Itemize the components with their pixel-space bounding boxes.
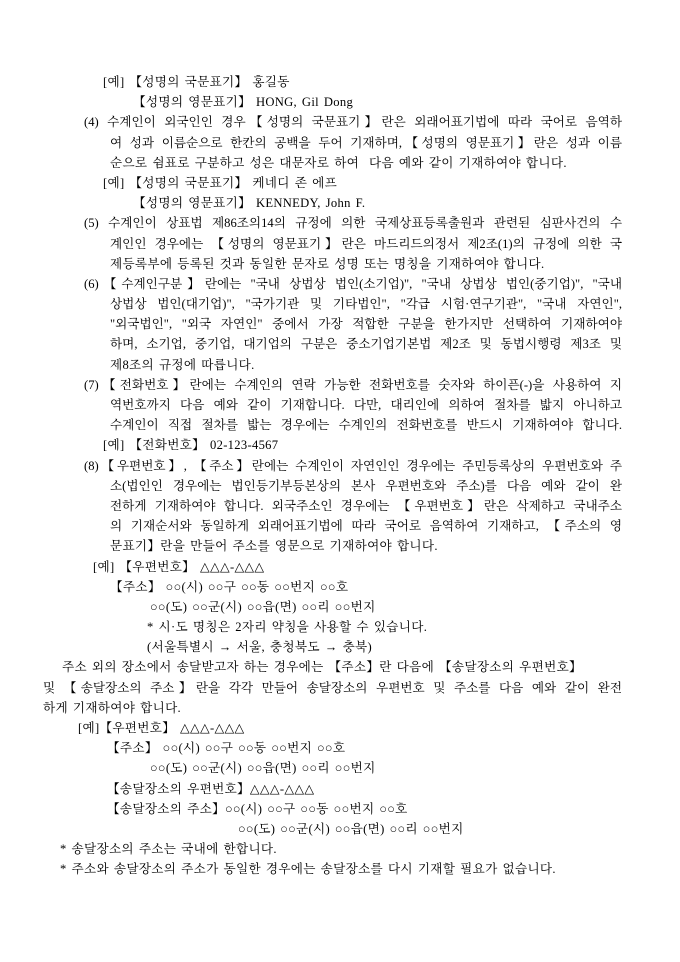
- document-line: 계인인 경우에는 【성명의 영문표기】란은 마드리드의정서 제2조(1)의 규정에 의한 국: [110, 236, 622, 251]
- document-line: 문표기】란을 만들어 주소를 영문으로 기재하여야 합니다.: [110, 539, 438, 554]
- document-line: * 주소와 송달장소의 주소가 동일한 경우에는 송달장소를 다시 기재할 필요가 없습니다.: [60, 862, 556, 877]
- document-line: 【성명의 영문표기】 KENNEDY, John F.: [133, 196, 366, 211]
- document-line: 주소 외의 장소에서 송달받고자 하는 경우에는 【주소】란 다음에 【송달장소의 우편번호】: [62, 660, 582, 675]
- document-line: 【주소】 ○○(시) ○○구 ○○동 ○○번지 ○○호: [110, 579, 349, 594]
- document-line: 제8조의 규정에 따릅니다.: [110, 357, 255, 372]
- document-line: (6)【수계인구분】란에는 "국내 상법상 법인(소기업)", "국내 상법상 법인(중기업)", "국내: [84, 276, 622, 291]
- document-line: 여 성과 이름순으로 한칸의 공백을 두어 기재하며,【성명의 영문표기】란은 성과 이름: [110, 135, 622, 150]
- document-line: * 송달장소의 주소는 국내에 한합니다.: [60, 842, 277, 857]
- document-line: (5) 수계인이 상표법 제86조의14의 규정에 의한 국제상표등록출원과 관련된 심판사건의 수: [84, 216, 622, 231]
- document-line: [예] 【성명의 국문표기】 홍길동: [103, 75, 290, 89]
- document-line: 하게 기재하여야 합니다.: [43, 700, 182, 715]
- document-line: 제등록부에 등록된 것과 동일한 문자로 성명 또는 명칭을 기재하여야 합니다.: [110, 256, 545, 271]
- document-line: 의 기재순서와 동일하게 외래어표기법에 따라 국어로 음역하여 기재하고, 【주소의 영: [110, 519, 622, 534]
- document-line: 【성명의 영문표기】 HONG, Gil Dong: [133, 95, 354, 110]
- document-line: (8)【우편번호】, 【주소】란에는 수계인이 자연인인 경우에는 주민등록상의 우편번호와 주: [84, 458, 622, 473]
- document-line: 및 【송달장소의 주소】란을 각각 만들어 송달장소의 우편번호 및 주소를 다음 예와 같이 완전: [43, 680, 622, 695]
- document-line: 역번호까지 다음 예와 같이 기재합니다. 다만, 대리인에 의하여 절차를 밟지 아니하고: [110, 398, 622, 412]
- document-line: ○○(도) ○○군(시) ○○읍(면) ○○리 ○○번지: [150, 599, 376, 614]
- document-line: [예] 【성명의 국문표기】 케네디 존 에프: [103, 175, 338, 190]
- document-line: 상법상 법인(대기업)", "국가기관 및 기타법인", "각급 시험·연구기관", "국내 자연인",: [110, 297, 622, 312]
- document-line: (서울특별시 → 서울, 충청북도 → 충북): [147, 640, 373, 655]
- document-line: [예] 【우편번호】 △△△-△△△: [93, 559, 265, 574]
- document-line: 하며, 소기업, 중기업, 대기업의 구분은 중소기업기본법 제2조 및 동법시행령 제3조 및: [110, 337, 622, 352]
- document-line: 수계인이 직접 절차를 밟는 경우에는 수계인의 전화번호를 반드시 기재하여야 합니다.: [110, 418, 622, 433]
- document-line: 【송달장소의 우편번호】△△△-△△△: [107, 781, 315, 796]
- document-line: (4) 수계인이 외국인인 경우【성명의 국문표기】란은 외래어표기법에 따라 국어로 음역하: [84, 115, 622, 130]
- document-line: ○○(도) ○○군(시) ○○읍(면) ○○리 ○○번지: [150, 761, 376, 776]
- document-line: ○○(도) ○○군(시) ○○읍(면) ○○리 ○○번지: [238, 821, 464, 836]
- document-line: 【주소】 ○○(시) ○○구 ○○동 ○○번지 ○○호: [107, 741, 346, 756]
- document-line: 전하게 기재하여야 합니다. 외국주소인 경우에는 【우편번호】란은 삭제하고 국내주소: [110, 498, 622, 513]
- document-line: [예]【우편번호】 △△△-△△△: [78, 721, 245, 735]
- document-line: 소(법인인 경우에는 법인등기부등본상의 본사 우편번호와 주소)를 다음 예와 같이 완: [110, 478, 622, 493]
- document-line: 【송달장소의 주소】○○(시) ○○구 ○○동 ○○번지 ○○호: [107, 801, 408, 816]
- document-line: (7)【전화번호】란에는 수계인의 연락 가능한 전화번호를 숫자와 하이픈(-)을 사용하여 지: [84, 377, 622, 392]
- document-line: [예] 【전화번호】 02-123-4567: [103, 438, 279, 453]
- document-line: 순으로 쉼표로 구분하고 성은 대문자로 하여 다음 예와 같이 기재하여야 합니다.: [110, 155, 567, 170]
- document-line: "외국법인", "외국 자연인" 중에서 가장 적합한 구분을 한가지만 선택하여 기재하여야: [110, 317, 622, 332]
- document-line: * 시·도 명칭은 2자리 약칭을 사용할 수 있습니다.: [147, 620, 428, 635]
